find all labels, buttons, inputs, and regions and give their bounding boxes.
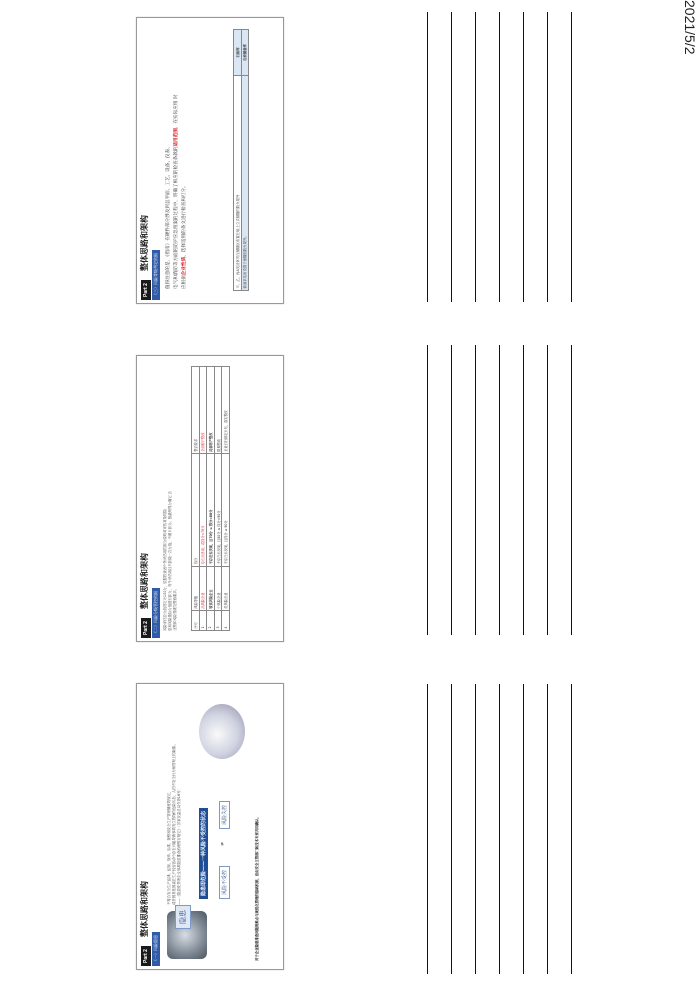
note-line bbox=[499, 345, 500, 635]
table-cell: 不存在否决项，且70分 ≤ 得分<80分 bbox=[207, 454, 215, 567]
slide-subtitle: （二）风险分级管控依据 bbox=[152, 588, 160, 638]
flow-right: 风险失控 bbox=[219, 801, 230, 829]
notes-lines-middle bbox=[427, 345, 600, 635]
slide-3 bbox=[136, 17, 284, 304]
slide-title: 整体思路和架构 bbox=[140, 215, 149, 271]
table-cell: 限期整改 bbox=[214, 367, 222, 454]
note-line bbox=[451, 345, 452, 635]
hazard-definition: 不符合安全生产法律、法规、规章、标准、规程和安全生产管理制度的规定， 或者因其他因素在生产经营活动中存在可能导致事故发生的物的危险状态、人的不安全行为和管理上的缺陷。 ——《隐患化管理企业事故隐患排查治理暂行规定》（国家安监总局令第16号） bbox=[167, 742, 182, 905]
note-line bbox=[475, 684, 476, 974]
table-cell: 石油储备库 bbox=[241, 30, 249, 76]
table-row bbox=[214, 367, 222, 631]
table-cell: 中风险企业 bbox=[214, 566, 222, 610]
slide-1 bbox=[136, 683, 284, 970]
table-row bbox=[222, 367, 230, 631]
table-cell: 低风险企业 bbox=[222, 566, 230, 610]
bottom-note: 对于企业隐患排查问题的难点与规范化管理的基础机制，应由安全主管部门和技术专家共同确认。 bbox=[255, 815, 259, 961]
risk-grading-table bbox=[191, 366, 230, 631]
slide-part-label: Part 2 bbox=[141, 618, 151, 638]
table-header-row bbox=[192, 367, 200, 631]
note-line bbox=[499, 684, 500, 974]
table-cell: 1 bbox=[199, 611, 207, 631]
table-cell: 3 bbox=[214, 611, 222, 631]
table-cell: 2 bbox=[207, 611, 215, 631]
table-cell: 高风险企业 bbox=[199, 566, 207, 610]
note-line bbox=[427, 684, 428, 974]
note-line bbox=[523, 12, 524, 302]
note-line bbox=[451, 684, 452, 974]
highlight-box: 隐患即危险——一种风险不受控的状态 bbox=[199, 808, 208, 899]
table-cell: 局部停产整改 bbox=[207, 367, 215, 454]
note-line bbox=[571, 345, 572, 635]
table-cell: 石油库 bbox=[234, 30, 242, 76]
note-line bbox=[571, 684, 572, 974]
table-header: 整治要求 bbox=[192, 367, 200, 454]
table-cell: 不存在否决项，且80分 ≤ 得分<90分 bbox=[214, 454, 222, 567]
note-line bbox=[427, 12, 428, 302]
slide-title: 整体思路和架构 bbox=[140, 553, 149, 609]
table-row bbox=[241, 30, 249, 291]
note-line bbox=[547, 345, 548, 635]
note-line bbox=[451, 12, 452, 302]
note-line bbox=[499, 12, 500, 302]
table-cell: 存在否决项，或得分<70分 bbox=[199, 454, 207, 567]
note-line bbox=[523, 345, 524, 635]
note-line bbox=[571, 12, 572, 302]
table-row bbox=[234, 30, 242, 291]
slide-subtitle: （三）风险等级判定依据 bbox=[152, 250, 160, 300]
note-line bbox=[547, 12, 548, 302]
slide-subtitle: （一）风险隐患 bbox=[152, 932, 160, 966]
page-date: 2021/5/2 bbox=[682, 0, 698, 55]
slide-2 bbox=[136, 355, 284, 642]
table-header: 风险等级 bbox=[192, 566, 200, 610]
table-cell: 输油泵站应设置于油罐组防火堤外。 bbox=[241, 76, 249, 291]
table-row bbox=[207, 367, 215, 631]
slide-part-label: Part 2 bbox=[141, 946, 151, 966]
grading-intro: 风险评估总分值设定为100分，依据检查表中各评估项的扣分说明对评估对象的隐 患和风险指标分值进行扣分，每个评估项目只扣除一次分值，不累计扣分。按最终得分确定 企 业整体风险等级及整治要求。 bbox=[163, 490, 178, 631]
table-cell: 较高风险企业 bbox=[207, 566, 215, 610]
note-line bbox=[427, 345, 428, 635]
table-cell: 不存在否决项，且得分 ≥ 90分 bbox=[222, 454, 230, 567]
comparison-table bbox=[233, 29, 249, 291]
flow-arrow: ≠ bbox=[220, 841, 226, 846]
table-header: 序号 bbox=[192, 611, 200, 631]
applicability-note: 值得注意的是，《指南》在硬件部分涉及到总平面、工艺、设备、仪表、 电气和消防等方面的防护应急预案的过程中，明确了相应的检查条款的适用范围，在实际应用 时 应根据企业性质、选择适用的条文进行检查和打分。 bbox=[166, 94, 187, 289]
table-cell: 全面停产整改 bbox=[199, 367, 207, 454]
notes-lines-top bbox=[427, 12, 600, 302]
slide-part-label: Part 2 bbox=[141, 280, 151, 300]
table-cell: 4 bbox=[222, 611, 230, 631]
table-cell: 甲、乙、丙A类液体常压储罐区布置在地上立式储罐的防火堤外 bbox=[234, 76, 242, 291]
note-line bbox=[475, 12, 476, 302]
flow-left: 风险不受控 bbox=[219, 866, 230, 899]
table-row bbox=[199, 367, 207, 631]
notes-lines-bottom bbox=[427, 684, 600, 974]
hazard-label: 隐患 bbox=[175, 905, 191, 929]
note-line bbox=[475, 345, 476, 635]
table-header: 得分 bbox=[192, 454, 200, 567]
table-cell: 企业自行制定计划，落实整改 bbox=[222, 367, 230, 454]
note-line bbox=[523, 684, 524, 974]
note-line bbox=[547, 684, 548, 974]
dial-image bbox=[199, 704, 245, 759]
slide-title: 整体思路和架构 bbox=[140, 881, 149, 937]
